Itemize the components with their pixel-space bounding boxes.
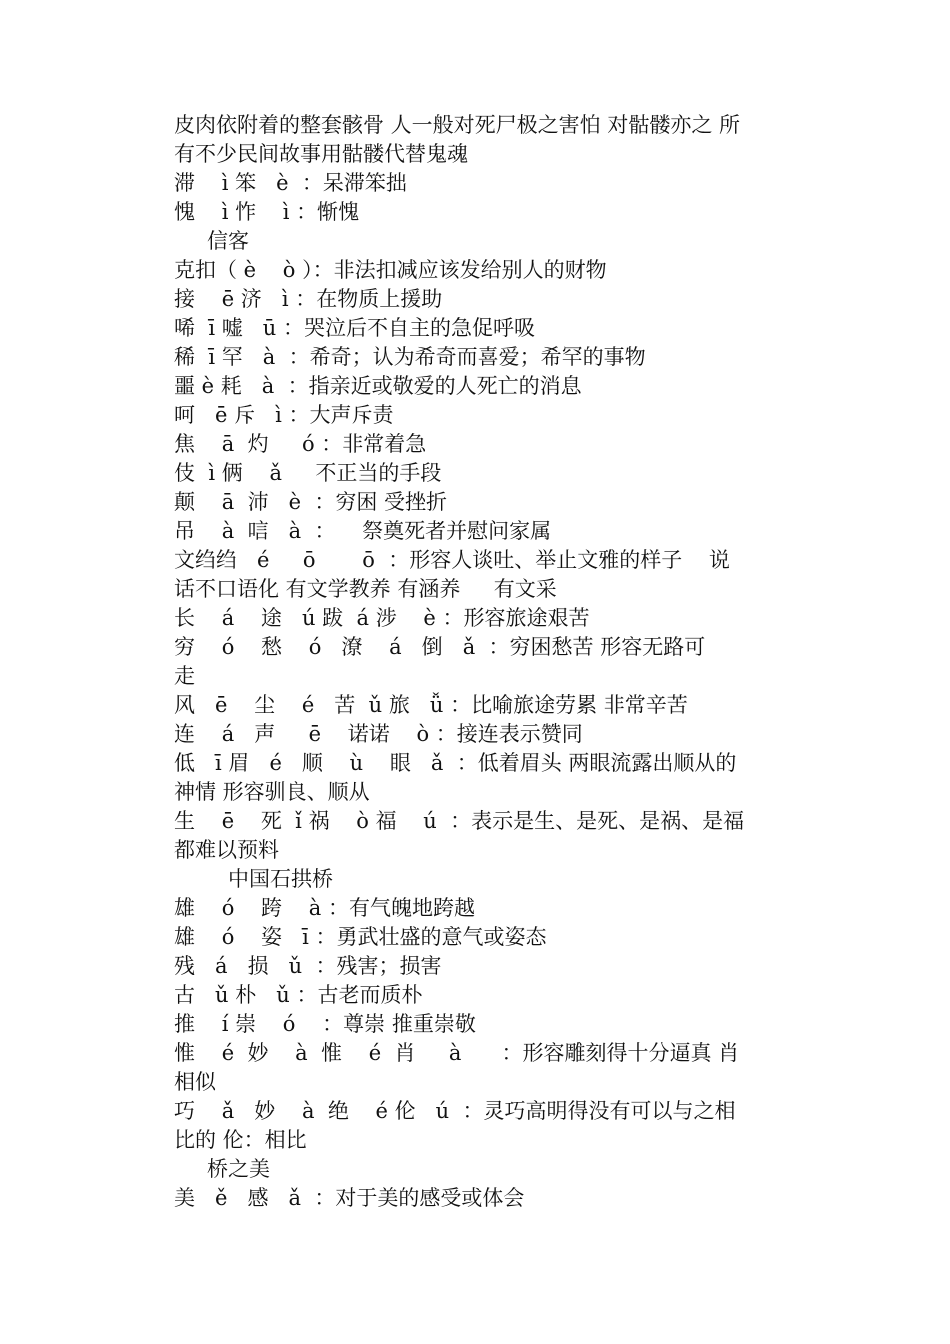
vocab-entry-continuation: 话不口语化 有文学教养 有涵养 有文采 (174, 577, 557, 601)
vocab-entry: 焦 ā 灼 ó ：非常着急 (174, 432, 427, 456)
vocab-entry: 唏 ī 嘘 ū ：哭泣后不自主的急促呼吸 (174, 316, 535, 340)
vocab-entry-continuation: 走 (174, 664, 195, 688)
vocab-entry: 呵 ē 斥 ì ：大声斥责 (174, 403, 394, 427)
vocab-entry: 吊 à 唁 à ： 祭奠死者并慰问家属 (174, 519, 552, 543)
vocab-entry: 古 ǔ 朴 ǔ ：古老而质朴 (174, 983, 423, 1007)
vocab-entry: 长 á 途 ú 跋 á 涉 è ：形容旅途艰苦 (174, 606, 590, 630)
vocab-entry: 稀 ī 罕 à ：希奇；认为希奇而喜爱；希罕的事物 (174, 345, 646, 369)
vocab-entry-continuation: 神情 形容驯良、顺从 (174, 780, 370, 804)
vocab-entry: 推 í 崇 ó ：尊崇 推重崇敬 (174, 1012, 476, 1036)
vocab-entry: 克扣（ è ò ）：非法扣减应该发给别人的财物 (174, 258, 607, 282)
vocab-entry: 巧 ǎ 妙 à 绝 é 伦 ú ：灵巧高明得没有可以与之相 (174, 1099, 736, 1123)
text-line: 有不少民间故事用骷髅代替鬼魂 (174, 142, 468, 166)
vocab-entry: 雄 ó 姿 ī ：勇武壮盛的意气或姿态 (174, 925, 547, 949)
vocab-entry: 美 ě 感 ǎ ：对于美的感受或体会 (174, 1186, 525, 1210)
vocab-entry-continuation: 比的 伦：相比 (174, 1128, 307, 1152)
vocab-entry: 低 ī 眉 é 顺 ù 眼 ǎ ：低着眉头 两眼流露出顺从的 (174, 751, 737, 775)
text-line: 皮肉依附着的整套骸骨 人一般对死尸极之害怕 对骷髅亦之 所 (174, 113, 741, 137)
vocab-entry: 连 á 声 ē 诺诺 ò ：接连表示赞同 (174, 722, 583, 746)
vocab-entry: 雄 ó 跨 à ：有气魄地跨越 (174, 896, 475, 920)
vocab-entry: 穷 ó 愁 ó 潦 á 倒 ǎ ：穷困愁苦 形容无路可 (174, 635, 706, 659)
vocab-entry: 伎 ì 俩 ǎ 不正当的手段 (174, 461, 442, 485)
vocab-entry: 噩 è 耗 à ：指亲近或敬爱的人死亡的消息 (174, 374, 582, 398)
vocabulary-text (174, 111, 824, 1213)
vocab-entry: 惟 é 妙 à 惟 é 肖 à ：形容雕刻得十分逼真 肖 (174, 1041, 740, 1065)
section-heading: 信客 (207, 229, 249, 253)
vocab-entry: 滞 ì 笨 è ：呆滞笨拙 (174, 171, 407, 195)
vocab-entry: 颠 ā 沛 è ：穷困 受挫折 (174, 490, 448, 514)
vocab-entry: 文绉绉 é ō ō ：形容人谈吐、举止文雅的样子 说 (174, 548, 730, 572)
vocab-entry: 愧 ì 怍 ì ：惭愧 (174, 200, 360, 224)
vocab-entry: 残 á 损 ǔ ：残害；损害 (174, 954, 442, 978)
vocab-entry-continuation: 相似 (174, 1070, 216, 1094)
section-heading: 桥之美 (207, 1157, 270, 1181)
vocab-entry-continuation: 都难以预料 (174, 838, 279, 862)
vocab-entry: 接 ē 济 ì ：在物质上援助 (174, 287, 443, 311)
section-heading: 中国石拱桥 (228, 867, 333, 891)
vocab-entry: 生 ē 死 ǐ 祸 ò 福 ú ：表示是生、是死、是祸、是福 (174, 809, 745, 833)
vocab-entry: 风 ē 尘 é 苦 ǔ 旅 ǚ ：比喻旅途劳累 非常辛苦 (174, 693, 688, 717)
